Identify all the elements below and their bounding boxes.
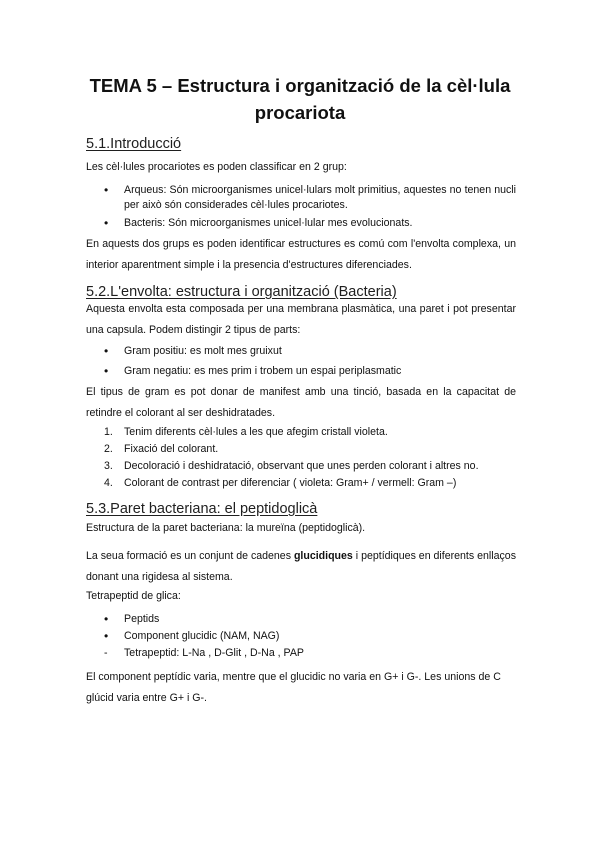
paret-paragraph: Estructura de la paret bacteriana: la mureïna (peptidoglicà).	[86, 522, 366, 534]
bullet-marker: •	[104, 364, 109, 378]
bullet-peptids: Peptids	[124, 613, 160, 625]
bullet-marker: •	[104, 629, 109, 643]
step-number: 2.	[104, 443, 113, 455]
tetrapeptid-label: Tetrapeptid de glica:	[86, 590, 181, 602]
bullet-component-glucidic: Component glucidic (NAM, NAG)	[124, 630, 280, 642]
section-heading-paret: 5.3.Paret bacteriana: el peptidoglicà	[86, 501, 318, 517]
dash-tetrapeptid: Tetrapeptid: L-Na , D-Glit , D-Na , PAP	[124, 647, 304, 659]
bullet-gram-positiu: Gram positiu: es molt mes gruixut	[124, 345, 282, 357]
step-item: Colorant de contrast per diferenciar ( violeta: Gram+ / vermell: Gram –)	[124, 477, 457, 489]
step-number: 4.	[104, 477, 113, 489]
envolta-paragraph: Aquesta envolta esta composada per una membrana plasmàtica, una paret i pot presentar una capsula. Podem distingir 2 tipus de parts:	[86, 303, 516, 336]
gram-paragraph: El tipus de gram es pot donar de manifest amb una tinció, basada en la capacitat de retindre el colorant al ser deshidratades.	[86, 386, 516, 419]
bullet-bacteris: Bacteris: Són microorganismes unicel·lular mes evolucionats.	[124, 217, 413, 229]
bullet-marker: •	[104, 183, 109, 197]
bullet-arqueus: Arqueus: Són microorganismes unicel·lulars molt primitius, aquestes no tenen nucli per això són considerades cèl·lules procariotes.	[124, 184, 516, 211]
intro-paragraph: Les cèl·lules procariotes es poden classificar en 2 grup:	[86, 161, 347, 173]
step-item: Decoloració i deshidratació, observant que unes perden colorant i altres no.	[124, 460, 479, 472]
bullet-marker: •	[104, 612, 109, 626]
glucidiques-bold: glucidiques	[293, 550, 353, 562]
formacio-paragraph	[86, 546, 516, 588]
step-item: Fixació del colorant.	[124, 443, 219, 455]
bullet-marker: •	[104, 344, 109, 358]
section-heading-envolta: 5.2.L'envolta: estructura i organització (Bacteria)	[86, 284, 397, 300]
section-heading-introduccio: 5.1.Introducció	[86, 136, 182, 152]
page-title: TEMA 5 – Estructura i organització de la cèl·lula procariota	[89, 75, 511, 123]
peptidic-paragraph: El component peptídic varia, mentre que el glucidic no varia en G+ i G-. Les unions de C glúcid varia entre G+ i G-.	[86, 671, 501, 704]
bullet-gram-negatiu: Gram negatiu: es mes prim i trobem un espai periplasmatic	[124, 365, 402, 377]
step-item: Tenim diferents cèl·lules a les que afegim cristall violeta.	[124, 426, 388, 438]
formacio-text-end: i peptídiques en diferents enllaços donant una rigidesa al sistema.	[86, 550, 516, 583]
groups-paragraph: En aquests dos grups es poden identificar estructures es comú com l'envolta complexa, un interior aparentment simple i la presencia d'estructures diferenciades.	[86, 238, 516, 271]
bullet-marker: •	[104, 216, 109, 230]
dash-marker: -	[104, 647, 108, 659]
step-number: 3.	[104, 460, 113, 472]
formacio-text-start: La seua formació es un conjunt de cadenes	[86, 550, 294, 562]
step-number: 1.	[104, 426, 113, 438]
